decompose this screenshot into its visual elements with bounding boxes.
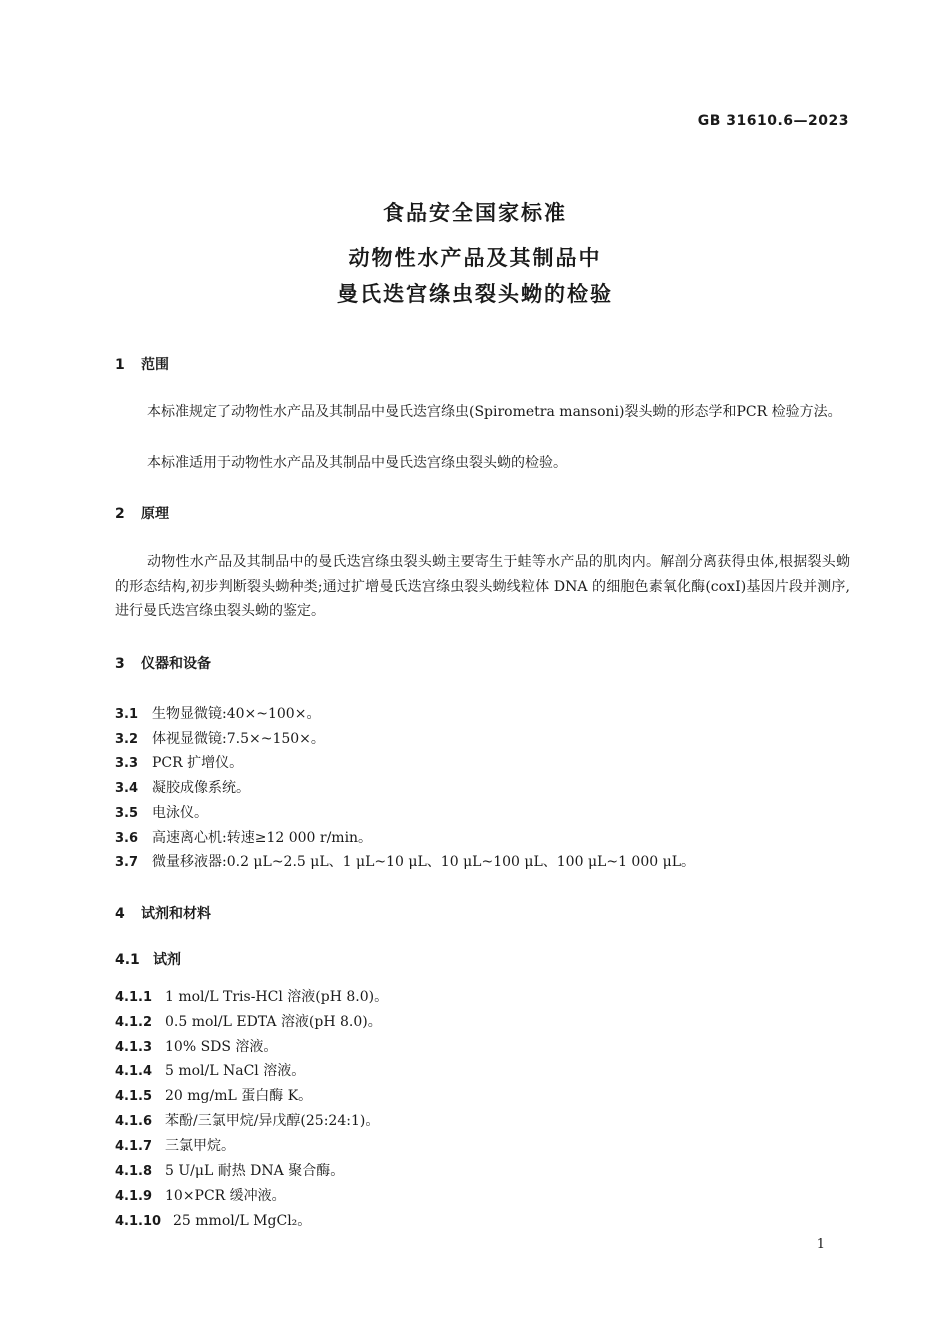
section-1-title: 范围 xyxy=(141,357,169,373)
list-item: 4.1.8 5 U/μL 耐热 DNA 聚合酶。 xyxy=(115,1163,345,1179)
list-item: 3.5 电泳仪。 xyxy=(115,805,208,821)
section-3-heading xyxy=(115,653,211,673)
list-item: 4.1.5 20 mg/mL 蛋白酶 K。 xyxy=(115,1088,313,1104)
section-1-para-1: 本标准规定了动物性水产品及其制品中曼氏迭宫绦虫(Spirometra mansoni)裂头蚴的形态学和PCR 检验方法。 xyxy=(147,404,842,420)
section-2-para-1: 动物性水产品及其制品中的曼氏迭宫绦虫裂头蚴主要寄生于蛙等水产品的肌肉内。解剖分离获得虫体,根据裂头蚴的形态结构,初步判断裂头蚴种类;通过扩增曼氏迭宫绦虫裂头蚴线粒体 DNA 的细胞色素氧化酶(coxⅠ)基因片段并测序,进行曼氏迭宫绦虫裂头蚴的鉴定。 xyxy=(115,554,850,619)
list-item: 4.1.6 苯酚/三氯甲烷/异戊醇(25:24:1)。 xyxy=(115,1113,380,1129)
title-line-3: 曼氏迭宫绦虫裂头蚴的检验 xyxy=(337,282,613,306)
list-item: 4.1.3 10% SDS 溶液。 xyxy=(115,1039,278,1055)
list-item: 3.3 PCR 扩增仪。 xyxy=(115,755,244,771)
list-item: 3.4 凝胶成像系统。 xyxy=(115,780,250,796)
section-3-title: 仪器和设备 xyxy=(141,656,211,672)
subsection-4-1-heading xyxy=(115,949,181,969)
list-item: 4.1.2 0.5 mol/L EDTA 溶液(pH 8.0)。 xyxy=(115,1014,382,1030)
standard-code: GB 31610.6—2023 xyxy=(697,113,849,129)
section-4-title: 试剂和材料 xyxy=(141,906,211,922)
subsection-4-1-number: 4.1 xyxy=(115,952,140,968)
section-3-number: 3 xyxy=(115,656,125,672)
list-item: 4.1.10 25 mmol/L MgCl₂。 xyxy=(115,1213,312,1229)
list-item: 4.1.1 1 mol/L Tris-HCl 溶液(pH 8.0)。 xyxy=(115,989,389,1005)
section-4-heading xyxy=(115,903,211,923)
section-2-number: 2 xyxy=(115,506,125,522)
section-1-para-2: 本标准适用于动物性水产品及其制品中曼氏迭宫绦虫裂头蚴的检验。 xyxy=(147,455,567,471)
section-1-heading xyxy=(115,354,169,374)
section-2-title: 原理 xyxy=(141,506,169,522)
section-1-number: 1 xyxy=(115,357,125,373)
page-number: 1 xyxy=(816,1237,825,1252)
title-line-2: 动物性水产品及其制品中 xyxy=(348,246,602,270)
list-item: 4.1.7 三氯甲烷。 xyxy=(115,1138,235,1154)
list-item: 3.1 生物显微镜:40×~100×。 xyxy=(115,706,321,722)
title-line-1: 食品安全国家标准 xyxy=(383,201,567,225)
list-item: 3.6 高速离心机:转速≥12 000 r/min。 xyxy=(115,830,373,846)
list-item: 3.7 微量移液器:0.2 μL~2.5 μL、1 μL~10 μL、10 μL~100 μL、100 μL~1 000 μL。 xyxy=(115,854,695,870)
section-2-heading xyxy=(115,503,169,523)
list-item: 4.1.4 5 mol/L NaCl 溶液。 xyxy=(115,1063,306,1079)
section-4-number: 4 xyxy=(115,906,125,922)
list-item: 4.1.9 10×PCR 缓冲液。 xyxy=(115,1188,286,1204)
subsection-4-1-title: 试剂 xyxy=(153,952,181,968)
list-item: 3.2 体视显微镜:7.5×~150×。 xyxy=(115,731,325,747)
